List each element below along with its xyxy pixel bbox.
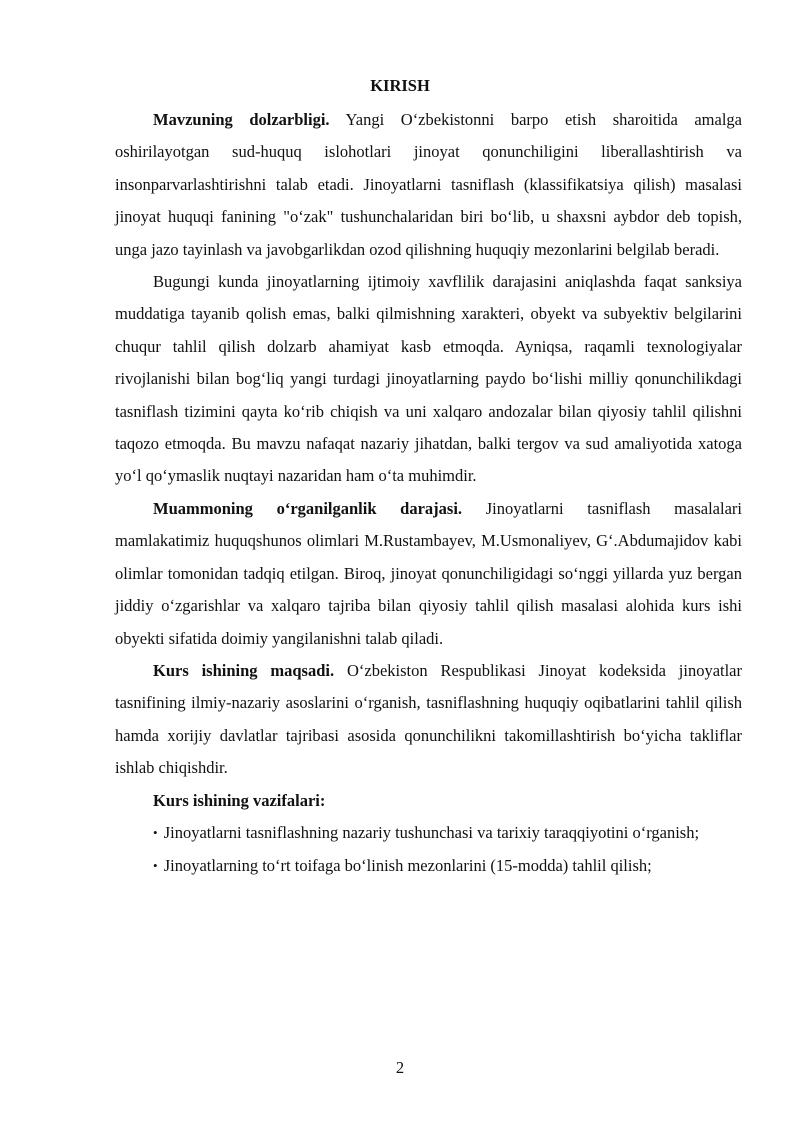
paragraph-lead: Mavzuning dolzarbligi. — [153, 110, 330, 129]
paragraph-context — [115, 266, 742, 493]
paragraph-lead: Kurs ishining maqsadi. — [153, 660, 335, 680]
bullet-icon: • — [153, 824, 158, 840]
list-item — [115, 850, 742, 883]
page-number: 2 — [395, 1058, 405, 1077]
list-item-text: Jinoyatlarni tasniflashning nazariy tushunchasi va tarixiy taraqqiyotini o‘rganish; — [159, 822, 700, 842]
paragraph-text: Yangi O‘zbekistonni barpo etish sharoitida amalga oshirilayotgan sud-huquq islohotlari jinoyat qonunchiligini liberallashtirish va insonparvarlashtirishni talab etadi. Jinoyatlarni tasniflash (klassifikatsiya qilish) masalasi jinoyat huquqi fanining "o‘zak" tushunchalaridan biri bo‘lib, u shaxsni aybdor deb topish, unga jazo tayinlash va javobgarlikdan ozod qilishning huquqiy mezonlarini belgilab beradi. — [115, 110, 742, 259]
paragraph-text: O‘zbekiston Respublikasi Jinoyat kodeksida jinoyatlar tasnifining ilmiy-nazariy asoslarini o‘rganish, tasniflashning huquqiy oqibatlarini tahlil qilish hamda xorijiy davlatlar tajribasi asosida qonunchilikni takomillashtirish bo‘yicha takliflar ishlab chiqishdir. — [115, 660, 742, 778]
paragraph-tasks-heading — [115, 785, 742, 817]
paragraph-lead: Muammoning o‘rganilganlik darajasi. — [153, 498, 463, 518]
list-item-text: Jinoyatlarning to‘rt toifaga bo‘linish mezonlarini (15-modda) tahlil qilish; — [159, 856, 652, 876]
paragraph-text: Jinoyatlarni tasniflash masalalari mamlakatimiz huquqshunos olimlari M.Rustambayev, M.Usmonaliyev, G‘.Abdumajidov kabi olimlar tomonidan tadqiq etilgan. Biroq, jinoyat qonunchiligidagi so‘nggi yillarda yuz bergan jiddiy o‘zgarishlar va xalqaro tajriba bilan qiyosiy tahlil qilish masalasi alohida kurs ishi obyekti sifatida doimiy yangilanishni talab qiladi. — [115, 498, 742, 648]
paragraph-relevance — [115, 104, 742, 266]
section-title: KIRISH — [370, 76, 430, 95]
paragraph-text: Bugungi kunda jinoyatlarning ijtimoiy xavflilik darajasini aniqlashda faqat sanksiya muddatiga tayanib qolish emas, balki qilmishning xarakteri, obyekt va subyektiv belgilarini chuqur tahlil qilish dolzarb ahamiyat kasb etmoqda. Ayniqsa, raqamli texnologiyalar rivojlanishi bilan bog‘liq yangi turdagi jinoyatlarning paydo bo‘lishi milliy qonunchilikdagi tasniflash tizimini qayta ko‘rib chiqish va uni xalqaro andozalar bilan qiyosiy tahlil qilishni taqozo etmoqda. Bu mavzu nafaqat nazariy jihatdan, balki tergov va sud amaliyotida xatoga yo‘l qo‘ymaslik nuqtayi nazaridan ham o‘ta muhimdir. — [115, 272, 742, 486]
list-item — [115, 817, 742, 850]
paragraph-goal — [115, 655, 742, 785]
document-body — [115, 104, 742, 884]
bullet-icon: • — [153, 858, 158, 874]
paragraph-lead: Kurs ishining vazifalari: — [153, 790, 326, 810]
paragraph-research-level — [115, 493, 742, 655]
